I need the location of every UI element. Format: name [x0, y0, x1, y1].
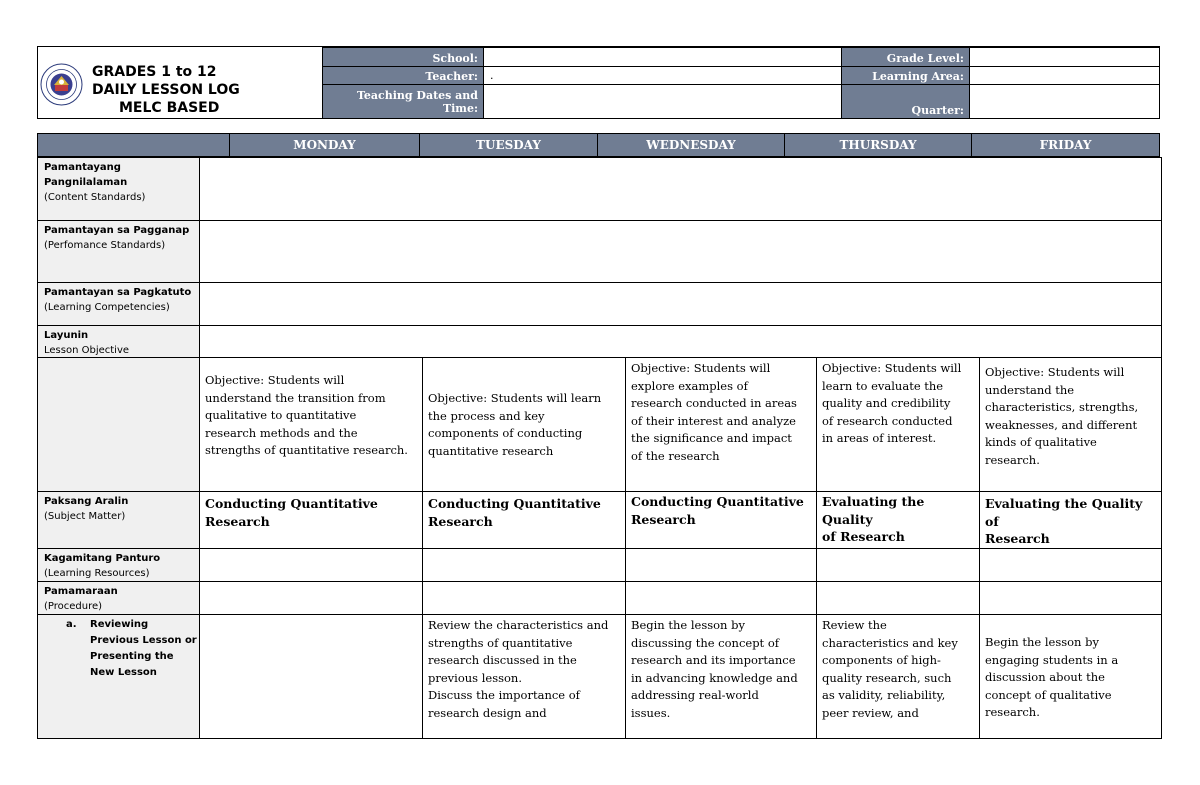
row-label-reviewing [37, 614, 200, 739]
day-friday: FRIDAY [971, 133, 1160, 157]
subject-thu-line: Evaluating the Quality [822, 494, 925, 527]
reviewing-fri-line: engaging students in a [985, 652, 1119, 667]
deped-seal-logo [40, 63, 83, 106]
reviewing-line-1: Reviewing [90, 619, 149, 630]
subject-wed-line: Conducting Quantitative [631, 494, 804, 509]
procedure-friday[interactable] [979, 581, 1162, 615]
objective-tue-line: components of conducting [428, 426, 583, 440]
subject-fri-line: Evaluating the Quality of [985, 496, 1143, 529]
grade-level-label: Grade Level: [841, 47, 970, 67]
subject-thursday[interactable] [816, 491, 980, 549]
resources-monday[interactable] [199, 548, 423, 582]
procedure-sub: (Procedure) [44, 601, 103, 612]
row-label-objective [37, 325, 200, 358]
objective-wednesday[interactable] [625, 357, 817, 492]
objective-wed-line: explore examples of [631, 378, 748, 393]
objective-tuesday[interactable] [422, 357, 626, 492]
objective-wed-line: research conducted in areas [631, 396, 797, 410]
procedure-tuesday[interactable] [422, 581, 626, 615]
objective-tue-line: Objective: Students will learn [428, 391, 602, 405]
reviewing-wed-line: research and its importance [631, 653, 796, 667]
reviewing-tue-line: Discuss the importance of [428, 688, 580, 702]
objective-thu-line: of research conducted [822, 413, 953, 428]
procedure-thursday[interactable] [816, 581, 980, 615]
content-standards-cell[interactable] [199, 157, 1162, 221]
objective-fri-line: understand the [985, 382, 1075, 397]
reviewing-thu-line: Review the [822, 618, 887, 632]
reviewing-fri-line: discussion about the [985, 670, 1105, 684]
title-line-2: DAILY LESSON LOG [92, 82, 240, 98]
objective-fri-line: characteristics, strengths, [985, 400, 1139, 414]
reviewing-wed-line: Begin the lesson by [631, 618, 745, 632]
reviewing-monday[interactable] [199, 614, 423, 739]
objective-tue-line: the process and key [428, 408, 545, 423]
subject-matter-sub: (Subject Matter) [44, 511, 126, 522]
objective-thu-line: in areas of interest. [822, 431, 937, 445]
objective-thu-line: quality and credibility [822, 396, 951, 410]
objective-title: Layunin [44, 330, 89, 341]
reviewing-wed-line: issues. [631, 705, 671, 720]
subject-tuesday[interactable] [422, 491, 626, 549]
reviewing-tue-line: strengths of quantitative [428, 635, 573, 650]
content-standards-title-2: Pangnilalaman [44, 177, 128, 188]
learning-area-field[interactable] [969, 66, 1160, 85]
reviewing-wed-line: addressing real-world [631, 688, 759, 702]
subject-monday[interactable] [199, 491, 423, 549]
objective-monday[interactable] [199, 357, 423, 492]
day-header-corner [37, 133, 230, 157]
performance-standards-cell[interactable] [199, 220, 1162, 283]
subject-mon-line: Research [205, 513, 270, 529]
objective-thursday[interactable] [816, 357, 980, 492]
teacher-field[interactable]: . [483, 66, 842, 85]
row-label-learning-competencies [37, 282, 200, 326]
reviewing-wed-line: in advancing knowledge and [631, 670, 798, 685]
objective-fri-line: research. [985, 452, 1040, 467]
teacher-label: Teacher: [322, 66, 484, 85]
objective-wed-line: of the research [631, 448, 720, 463]
reviewing-thursday[interactable] [816, 614, 980, 739]
objective-friday[interactable] [979, 357, 1162, 492]
objective-thu-line: Objective: Students will [822, 361, 962, 375]
reviewing-line-3: Presenting the [90, 651, 174, 662]
learning-resources-sub: (Learning Resources) [44, 568, 150, 579]
objective-mon-line: qualitative to quantitative [205, 408, 357, 422]
objective-mon-line: research methods and the [205, 425, 358, 440]
reviewing-fri-line: research. [985, 705, 1040, 719]
reviewing-tue-line: previous lesson. [428, 670, 522, 685]
teaching-dates-label-line1: Teaching Dates and [356, 89, 478, 102]
day-monday: MONDAY [229, 133, 420, 157]
row-label-procedure [37, 581, 200, 615]
quarter-label: Quarter: [841, 84, 970, 119]
objective-fri-line: Objective: Students will [985, 365, 1125, 379]
reviewing-tue-line: Review the characteristics and [428, 618, 609, 632]
objective-cell[interactable] [199, 325, 1162, 358]
reviewing-wednesday[interactable] [625, 614, 817, 739]
reviewing-tue-line: research discussed in the [428, 653, 577, 667]
resources-friday[interactable] [979, 548, 1162, 582]
resources-wednesday[interactable] [625, 548, 817, 582]
learning-competencies-title: Pamantayan sa Pagkatuto [44, 287, 192, 298]
row-label-subject-matter [37, 491, 200, 549]
procedure-title: Pamamaraan [44, 586, 118, 597]
performance-standards-title: Pamantayan sa Pagganap [44, 225, 190, 236]
reviewing-fri-line: concept of qualitative [985, 687, 1112, 702]
day-thursday: THURSDAY [784, 133, 972, 157]
learning-competencies-cell[interactable] [199, 282, 1162, 326]
objective-wed-line: the significance and impact [631, 431, 792, 445]
resources-tuesday[interactable] [422, 548, 626, 582]
reviewing-tuesday[interactable] [422, 614, 626, 739]
objective-fri-line: kinds of qualitative [985, 435, 1097, 449]
reviewing-marker: a. [66, 619, 77, 630]
reviewing-line-2: Previous Lesson or [90, 635, 197, 646]
teaching-dates-label [322, 84, 484, 119]
objective-mon-line: strengths of quantitative research. [205, 443, 408, 457]
reviewing-tue-line: research design and [428, 705, 547, 720]
school-field[interactable] [483, 47, 842, 67]
row-label-objective-detail [37, 357, 200, 492]
row-label-performance-standards [37, 220, 200, 283]
content-standards-title-1: Pamantayang [44, 162, 121, 173]
reviewing-wed-line: discussing the concept of [631, 635, 780, 650]
objective-wed-line: of their interest and analyze [631, 413, 796, 428]
objective-wed-line: Objective: Students will [631, 361, 771, 375]
row-label-learning-resources [37, 548, 200, 582]
subject-tue-line: Research [428, 513, 493, 529]
resources-thursday[interactable] [816, 548, 980, 582]
reviewing-fri-line: Begin the lesson by [985, 635, 1099, 649]
reviewing-thu-line: quality research, such [822, 670, 952, 685]
title-line-3: MELC BASED [119, 100, 220, 116]
reviewing-thu-line: components of high- [822, 653, 941, 667]
subject-wednesday[interactable] [625, 491, 817, 549]
reviewing-thu-line: as validity, reliability, [822, 688, 946, 702]
learning-area-label: Learning Area: [841, 66, 970, 85]
performance-standards-sub: (Perfomance Standards) [44, 240, 166, 251]
objective-tue-line: quantitative research [428, 443, 554, 458]
subject-thu-line: of Research [822, 529, 905, 544]
day-wednesday: WEDNESDAY [597, 133, 785, 157]
procedure-monday[interactable] [199, 581, 423, 615]
objective-mon-line: understand the transition from [205, 390, 386, 405]
subject-matter-title: Paksang Aralin [44, 496, 129, 507]
subject-friday[interactable] [979, 491, 1162, 549]
content-standards-sub: (Content Standards) [44, 192, 146, 203]
learning-resources-title: Kagamitang Panturo [44, 553, 161, 564]
reviewing-thu-line: characteristics and key [822, 635, 958, 650]
day-tuesday: TUESDAY [419, 133, 598, 157]
objective-sub: Lesson Objective [44, 345, 130, 356]
title-line-1: GRADES 1 to 12 [92, 64, 217, 80]
grade-level-field[interactable] [969, 47, 1160, 67]
subject-fri-line: Research [985, 531, 1050, 546]
reviewing-line-4: New Lesson [90, 667, 157, 678]
quarter-field[interactable] [969, 84, 1160, 119]
teaching-dates-field[interactable] [483, 84, 842, 119]
procedure-wednesday[interactable] [625, 581, 817, 615]
reviewing-thu-line: peer review, and [822, 705, 919, 720]
school-label: School: [322, 47, 484, 67]
objective-fri-line: weaknesses, and different [985, 417, 1138, 432]
learning-competencies-sub: (Learning Competencies) [44, 302, 170, 313]
subject-wed-line: Research [631, 511, 696, 527]
subject-tue-line: Conducting Quantitative [428, 496, 601, 511]
subject-mon-line: Conducting Quantitative [205, 496, 378, 511]
objective-mon-line: Objective: Students will [205, 373, 345, 387]
reviewing-friday[interactable] [979, 614, 1162, 739]
teaching-dates-label-line2: Time: [442, 102, 478, 115]
row-label-content-standards [37, 157, 200, 221]
objective-thu-line: learn to evaluate the [822, 378, 944, 393]
